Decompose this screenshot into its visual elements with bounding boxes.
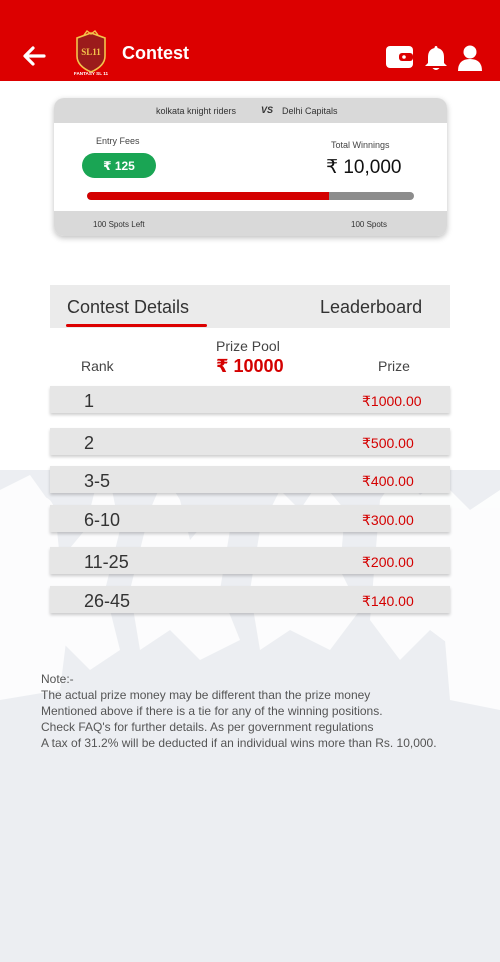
prize-amount: ₹500.00 <box>362 435 414 451</box>
total-winnings-value: ₹ 10,000 <box>326 157 402 178</box>
fantasy-sl11-logo <box>70 30 112 76</box>
spots-progress-bar <box>87 192 414 200</box>
contest-card[interactable] <box>54 98 447 236</box>
logo-text: SL11 <box>81 47 101 57</box>
team-b-name: Delhi Capitals <box>282 106 338 116</box>
spots-bar <box>54 211 447 236</box>
contest-tabs <box>50 285 450 328</box>
spots-total-text: 100 Spots <box>351 220 388 229</box>
prize-amount: ₹1000.00 <box>362 393 422 409</box>
prize-row <box>50 386 450 413</box>
entry-fee-button[interactable]: ₹ 125 <box>82 153 156 178</box>
match-teams-bar <box>54 98 447 123</box>
vs-text: VS <box>261 105 274 115</box>
entry-fee-label: Entry Fees <box>96 136 140 146</box>
prize-row <box>50 505 450 532</box>
prize-row <box>50 547 450 574</box>
tab-contest-details[interactable]: Contest Details <box>67 297 190 317</box>
prize-rank: 3-5 <box>84 471 111 491</box>
prize-row <box>50 466 450 493</box>
prize-amount: ₹300.00 <box>362 512 414 528</box>
note-line: The actual prize money may be different than the prize money <box>41 688 371 702</box>
back-arrow-icon[interactable] <box>20 42 48 70</box>
prize-rank: 2 <box>84 433 95 453</box>
prize-rank: 11-25 <box>84 552 129 572</box>
note-line: Check FAQ's for further details. As per government regulations <box>41 720 374 734</box>
prize-pool-value: ₹ 10000 <box>216 356 284 376</box>
prize-amount: ₹140.00 <box>362 593 414 609</box>
prize-row <box>50 586 450 613</box>
team-a-name: kolkata knight riders <box>156 106 237 116</box>
prize-amount: ₹400.00 <box>362 473 414 489</box>
prize-amount: ₹200.00 <box>362 554 414 570</box>
prize-rank: 1 <box>84 391 95 411</box>
note-line: Mentioned above if there is a tie for any of the winning positions. <box>41 704 383 718</box>
page-title: Contest <box>122 43 189 63</box>
prize-row <box>50 428 450 455</box>
spots-progress-fill <box>87 192 329 200</box>
wallet-icon[interactable] <box>385 45 415 69</box>
vs-icon <box>261 105 273 115</box>
prize-rank: 26-45 <box>84 591 131 611</box>
note-title: Note:- <box>41 672 74 686</box>
active-tab-indicator <box>66 324 207 327</box>
prize-column-header: Prize <box>378 358 410 374</box>
rank-column-header: Rank <box>81 358 114 374</box>
logo-caption: FANTASY SL 11 <box>73 71 109 76</box>
user-profile-icon[interactable] <box>457 44 483 72</box>
total-winnings-label: Total Winnings <box>331 140 390 150</box>
app-header <box>0 0 500 81</box>
prize-note <box>41 671 471 751</box>
notification-bell-icon[interactable] <box>424 44 448 72</box>
prize-pool-label: Prize Pool <box>216 338 280 354</box>
spots-left-text: 100 Spots Left <box>93 220 145 229</box>
prize-rank: 6-10 <box>84 510 121 530</box>
tab-leaderboard[interactable]: Leaderboard <box>320 297 423 317</box>
note-line: A tax of 31.2% will be deducted if an individual wins more than Rs. 10,000. <box>41 736 437 750</box>
